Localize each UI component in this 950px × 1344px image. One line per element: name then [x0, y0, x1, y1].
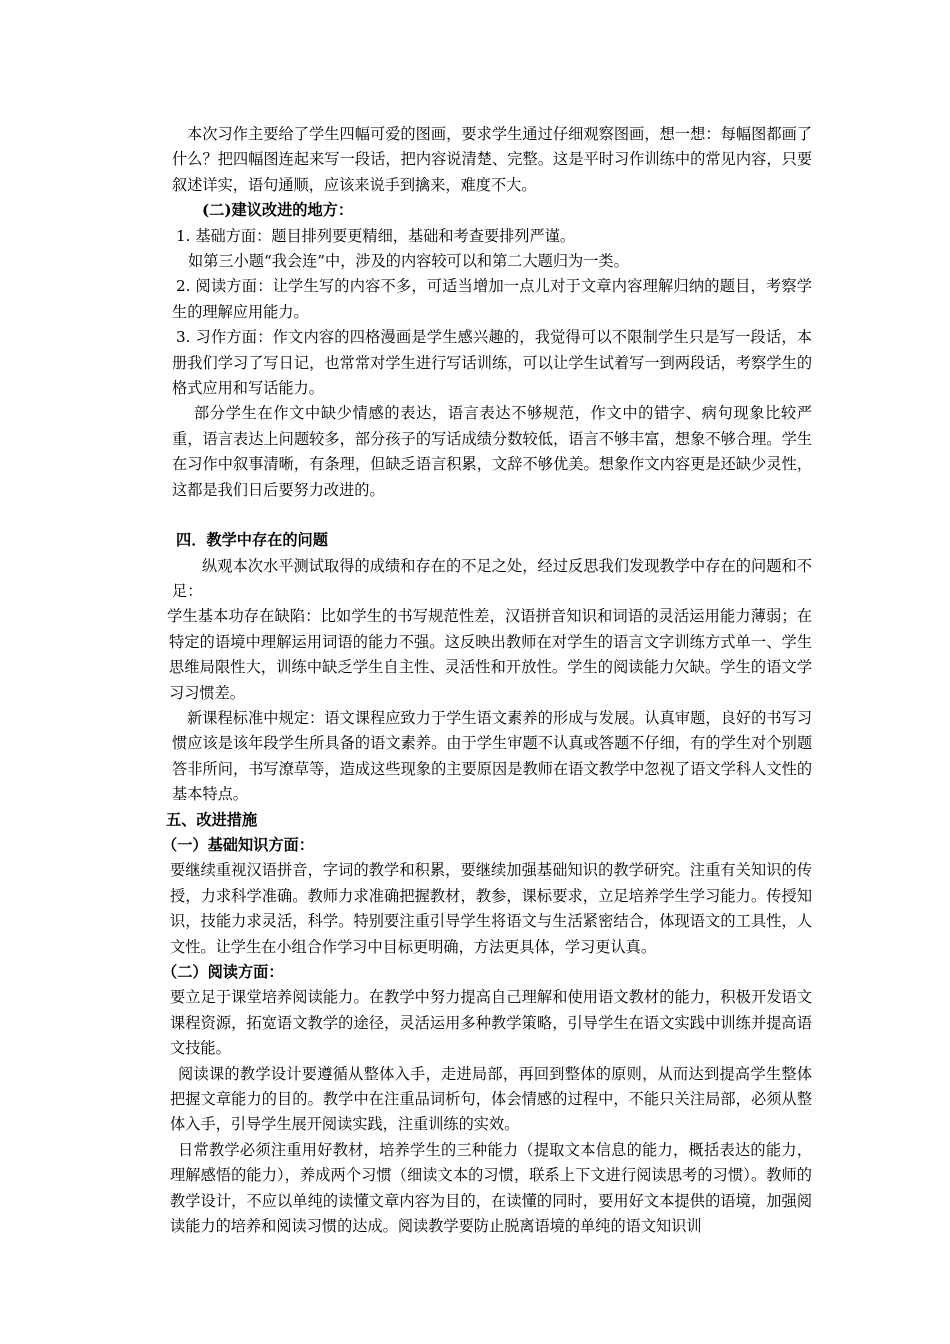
heading-reading: （二）阅读方面： — [162, 963, 284, 981]
spacer — [172, 503, 812, 528]
suggestion-reading: 2. 阅读方面：让学生写的内容不多，可适当增加一点儿对于文章内容理解归纳的题目，考察学生的理解应用能力。 — [172, 277, 812, 321]
paragraph-writing-task: 本次习作主要给了学生四幅可爱的图画，要求学生通过仔细观察图画，想一想：每幅图都画了什么？把四幅图连起来写一段话，把内容说清楚、完整。这是平时习作训练中的常见内容，只要叙述详实，语句通顺，应该来说手到擒来，难度不大。 — [172, 125, 812, 194]
paragraph-problems-intro: 纵观本次水平测试取得的成绩和存在的不足之处，经过反思我们发现教学中存在的问题和不足： — [172, 556, 812, 600]
suggestion-basics: 1. 基础方面：题目排列要更精细，基础和考查要排列严谨。 — [176, 226, 576, 245]
heading-teaching-problems: 四．教学中存在的问题 — [176, 531, 328, 550]
heading-basic-knowledge: （一）基础知识方面： — [162, 835, 314, 854]
document-body — [162, 122, 812, 1239]
paragraph-reading-design: 阅读课的教学设计要遵循从整体入手，走进局部，再回到整体的原则，从而达到提高学生整体把握文章能力的目的。教学中在注重品词析句，体会情感的过程中，不能只关注局部，必须从整体入手，引导学生展开阅读实践，注重训练的实效。 — [170, 1064, 812, 1134]
suggestion-basics-example: 如第三小题“我会连”中，涉及的内容较可以和第二大题归为一类。 — [188, 252, 629, 271]
paragraph-reading-ability: 要立足于课堂培养阅读能力。在教学中努力提高自己理解和使用语文教材的能力，积极开发语文课程资源，拓宽语文教学的途径，灵活运用多种教学策略，引导学生在语文实践中训练并提高语文技能。 — [170, 988, 812, 1058]
heading-improvement-measures: 五、改进措施 — [166, 810, 258, 829]
suggestion-writing: 3. 习作方面：作文内容的四格漫画是学生感兴趣的，我觉得可以不限制学生只是写一段话，本册我们学习了写日记，也常常对学生进行写话训练，可以让学生试着写一到两段话，考察学生的格式应用和写话能力。 — [172, 328, 812, 398]
paragraph-basic-knowledge: 要继续重视汉语拼音，字词的教学和积累，要继续加强基础知识的教学研究。注重有关知识的传授，力求科学准确。教师力求准确把握教材，教参，课标要求，立足培养学生学习能力。传授知识，技能力求灵活，科学。特别要注重引导学生将语文与生活紧密结合，体现语文的工具性，人文性。让学生在小组合作学习中目标更明确，方法更具体，学习更认真。 — [170, 861, 812, 956]
paragraph-student-writing-issues: 部分学生在作文中缺少情感的表达，语言表达不够规范，作文中的错字、病句现象比较严重，语言表达上问题较多，部分孩子的写话成绩分数较低，语言不够丰富，想象不够合理。学生在习作中叙事清晰，有条理，但缺乏语言积累，文辞不够优美。想象作文内容更是还缺少灵性，这都是我们日后要努力改进的。 — [172, 404, 812, 499]
heading-suggestions: (二)建议改进的地方： — [202, 201, 354, 220]
paragraph-basic-skills: 学生基本功存在缺陷：比如学生的书写规范性差，汉语拼音知识和词语的灵活运用能力薄弱；在特定的语境中理解运用词语的能力不强。这反映出教师在对学生的语言文字训练方式单一、学生思维局限性大，训练中缺乏学生自主性、灵活性和开放性。学生的阅读能力欠缺。学生的语文学习习惯差。 — [167, 607, 812, 702]
paragraph-curriculum-standard: 新课程标准中规定：语文课程应致力于学生语文素养的形成与发展。认真审题，良好的书写习惯应该是该年段学生所具备的语文素养。由于学生审题不认真或答题不仔细，有的学生对个别题答非所问，书写潦草等，造成这些现象的主要原因是教师在语文教学中忽视了语文学科人文性的基本特点。 — [172, 708, 812, 804]
paragraph-daily-teaching: 日常教学必须注重用好教材，培养学生的三种能力（提取文本信息的能力，概括表达的能力，理解感悟的能力），养成两个习惯（细读文本的习惯，联系上下文进行阅读思考的习惯）。教师的教学设计，不应以单纯的读懂文章内容为目的，在读懂的同时，要用好文本提供的语境，加强阅读能力的培养和阅读习惯的达成。阅读教学要防止脱离语境的单纯的语文知识训 — [170, 1140, 812, 1236]
